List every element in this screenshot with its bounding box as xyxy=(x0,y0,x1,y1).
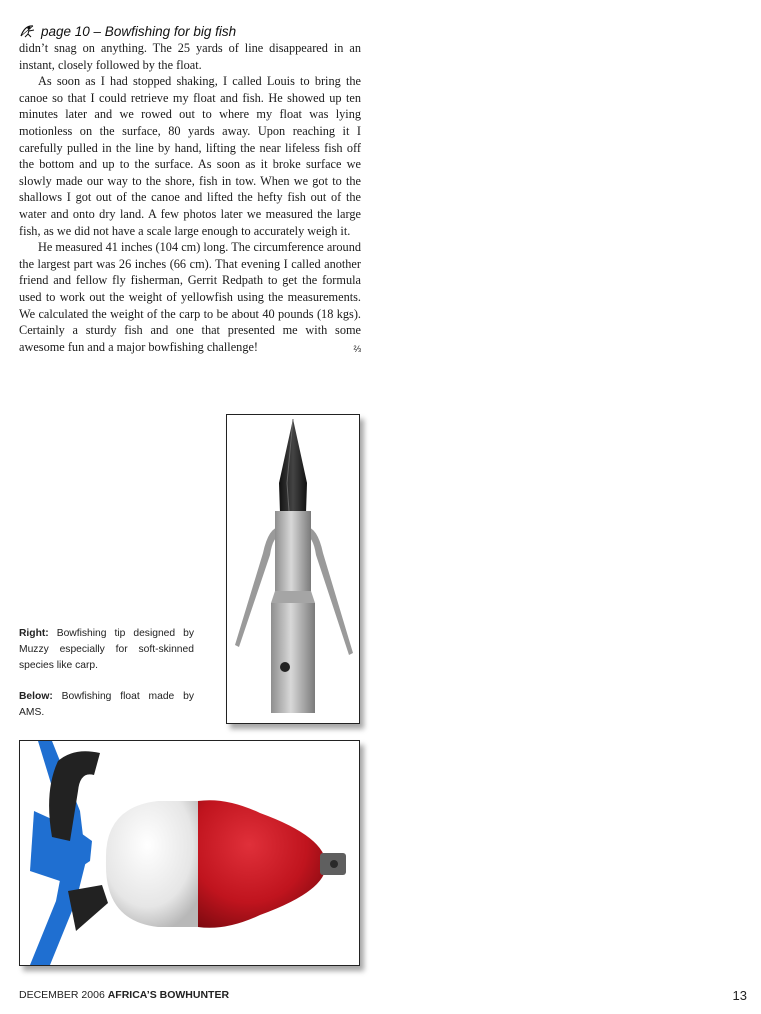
issue-line xyxy=(19,989,229,1001)
paragraph-2: As soon as I had stopped shaking, I called Louis to bring the canoe so that I could retrieve my float and fish. He showed up ten minutes later and we rowed out to where my float was lying motionless on the surface, 80 yards away. Upon reaching it I carefully pulled in the line by hand, lifting the near lifeless fish off the bottom and up to the surface. As soon as it broke surface we slowly made our way to the shore, fish in tow. When we got to the shallows I got out of the canoe and lifted the hefty fish out of the water and onto dry land. A few photos later we measured the large fish, as we did not have a scale large enough to accurately weigh it. xyxy=(19,74,361,238)
magazine-name: AFRICA’S BOWHUNTER xyxy=(107,989,230,1001)
end-of-article-mark: ⅔ xyxy=(353,343,361,354)
caption-right xyxy=(19,626,194,675)
bowfishing-float-photo xyxy=(19,740,360,966)
caption-below-label: Below: xyxy=(19,690,53,702)
header-title: page 10 – Bowfishing for big fish xyxy=(41,23,237,39)
paragraph-1: didn’t snag on anything. The 25 yards of line disappeared in an instant, closely followed by the float. xyxy=(19,41,361,72)
caption-right-label: Right: xyxy=(19,628,49,639)
bowfishing-tip-photo xyxy=(226,414,360,724)
caption-below xyxy=(19,689,194,721)
paragraph-3 xyxy=(19,239,361,355)
float-illustration xyxy=(20,741,359,965)
page-footer xyxy=(19,988,747,1004)
bowhunter-icon xyxy=(19,23,39,39)
issue-date: DECEMBER 2006 xyxy=(19,989,108,1001)
article-body xyxy=(19,40,361,357)
running-header xyxy=(19,22,361,40)
paragraph-3-text: He measured 41 inches (104 cm) long. The circumference around the largest part was 26 inches (66 cm). That evening I called another friend and fellow fly fisherman, Gerrit Redpath to get the formula used to work out the weight of yellowfish using the measurements. We calculated the weight of the carp to be about 40 pounds (18 kgs). Certainly a sturdy fish and one that presented me with some awesome fun and a major bowfishing challenge! xyxy=(19,240,361,354)
caption-right-text: Bowfishing tip designed by Muzzy especially for soft-skinned species like carp. xyxy=(19,628,194,672)
page-number: 13 xyxy=(732,988,747,1003)
caption-below-text: Bowfishing float made by AMS. xyxy=(19,690,194,718)
photo-captions xyxy=(19,626,194,735)
arrow-tip-illustration xyxy=(227,415,359,723)
